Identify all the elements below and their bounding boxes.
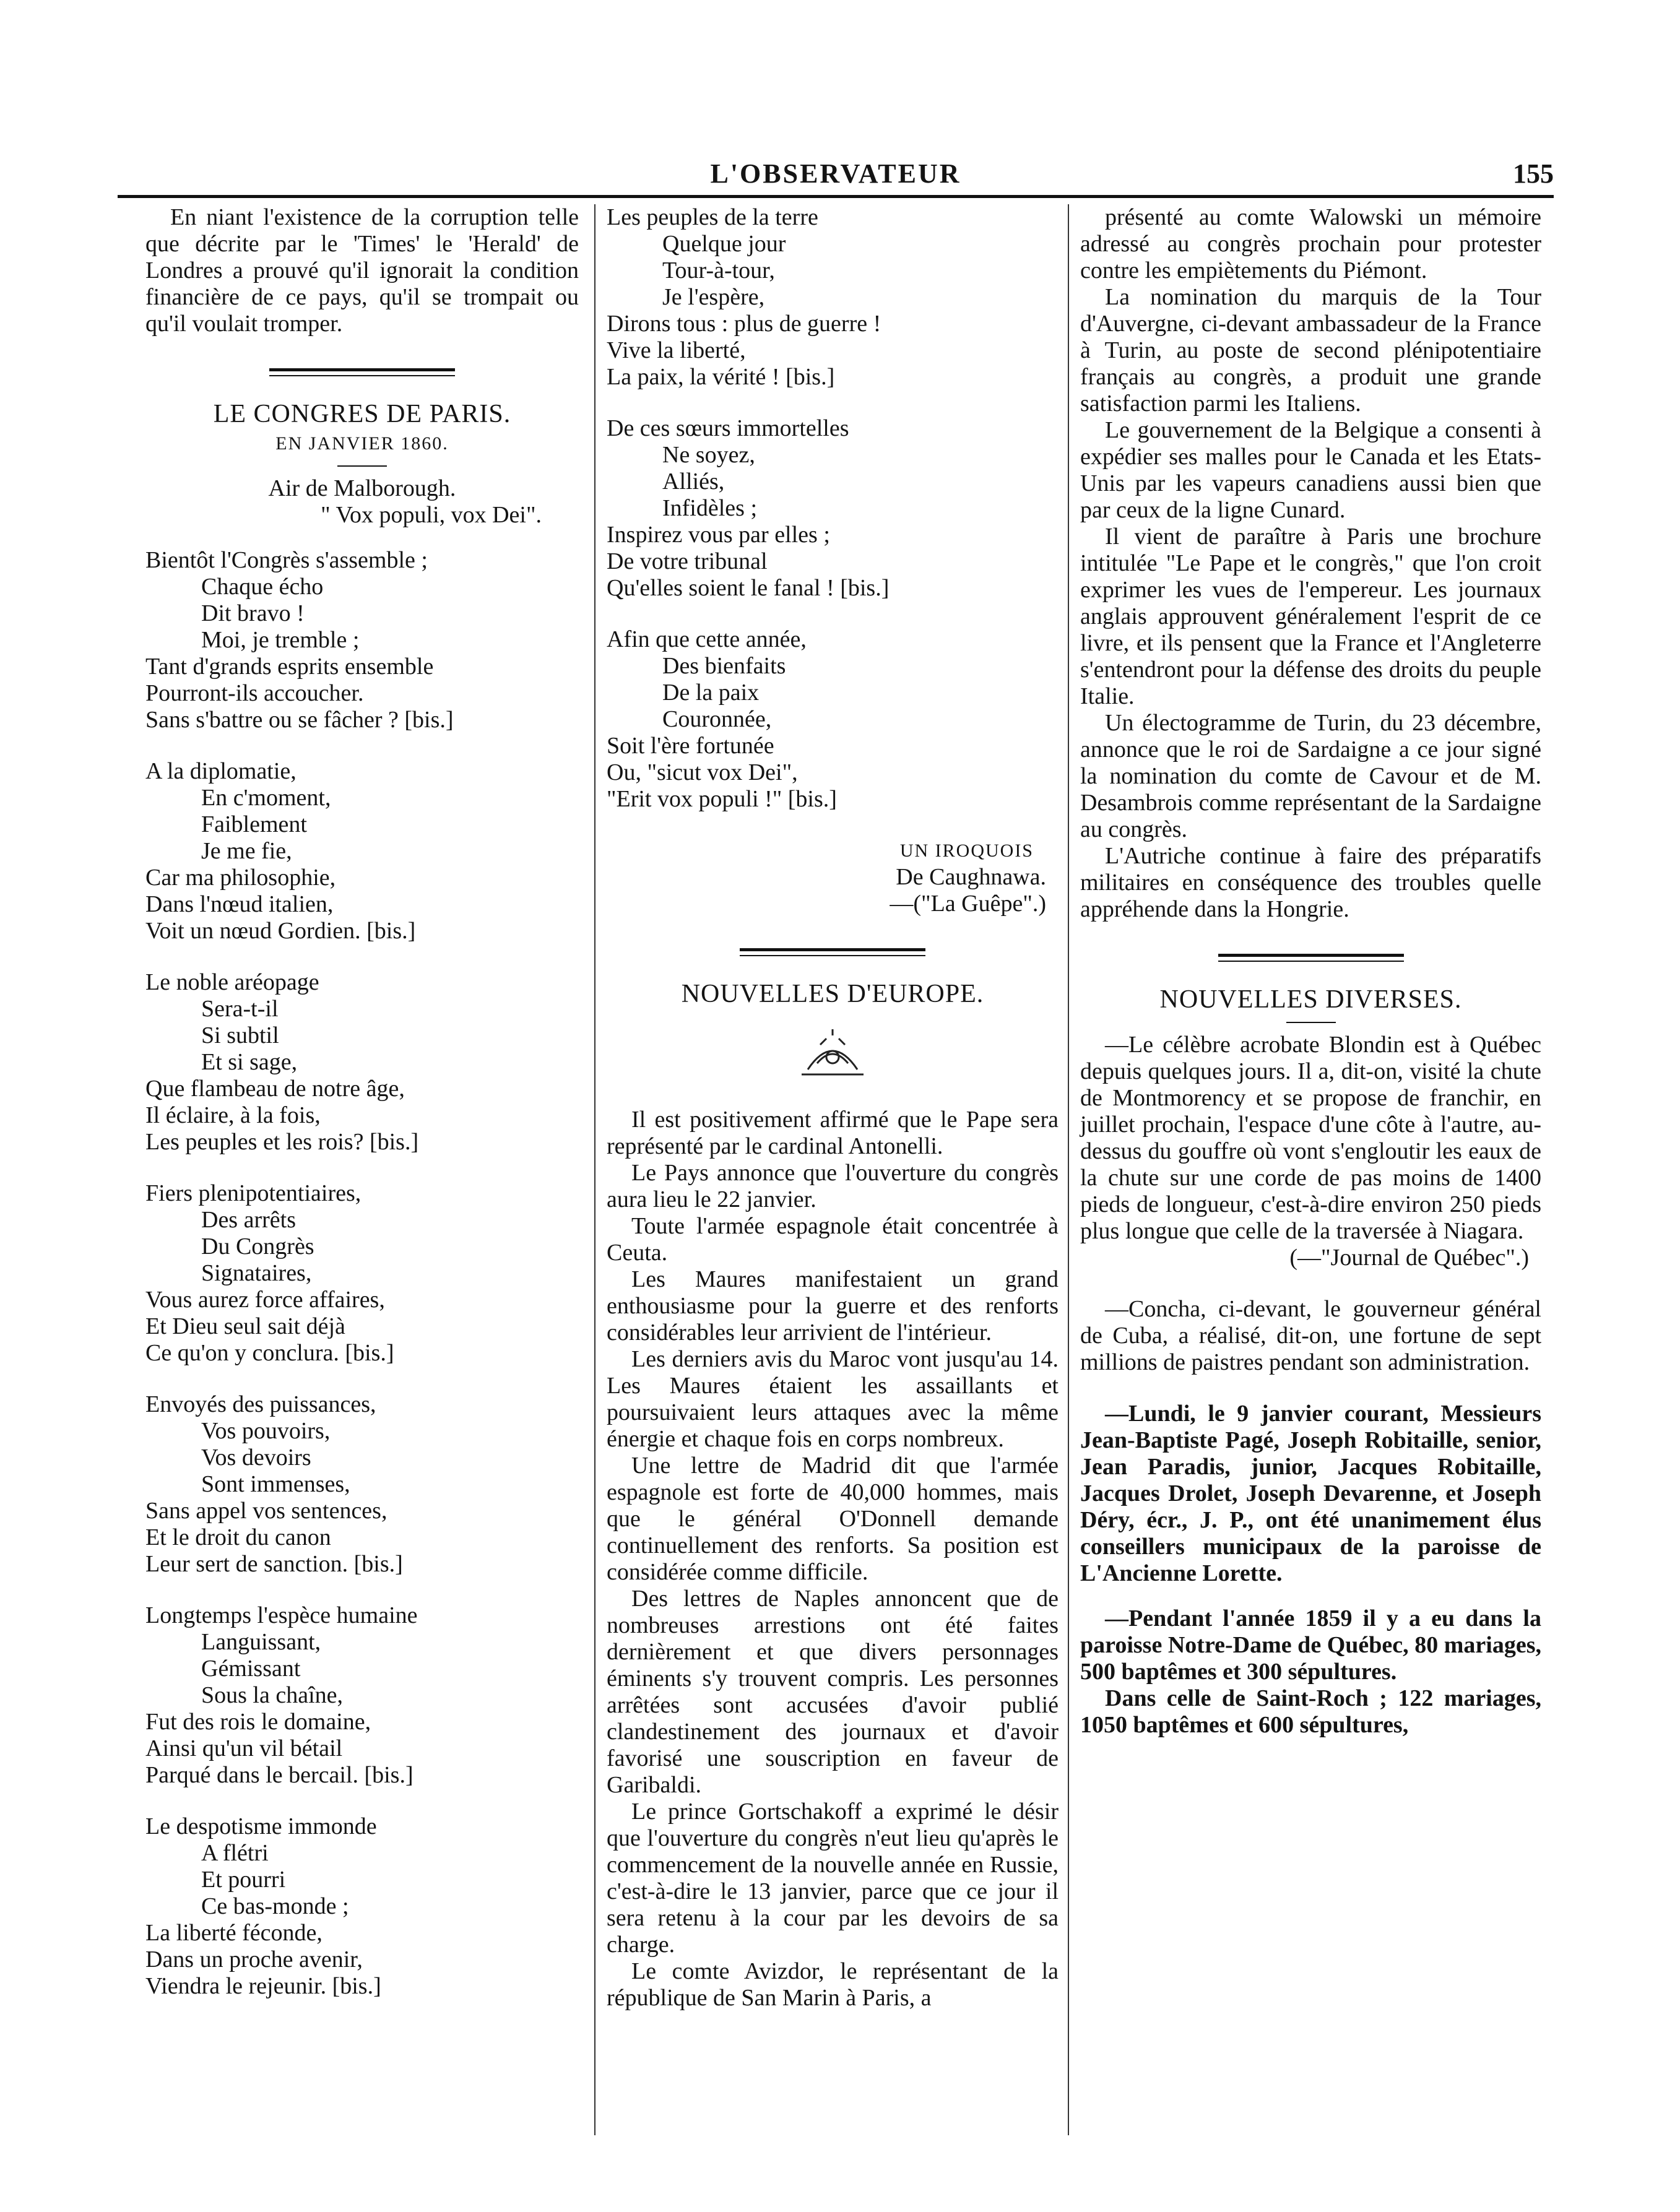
verse-line: Parqué dans le bercail. [bis.] bbox=[145, 1762, 414, 1788]
verse-line: Ne soyez, bbox=[662, 442, 755, 468]
verse-line: Chaque écho bbox=[201, 574, 324, 600]
news-blondin-source: (—"Journal de Québec".) bbox=[1289, 1245, 1529, 1271]
verse-line: Et Dieu seul sait déjà bbox=[145, 1313, 345, 1339]
verse-line: Sous la chaîne, bbox=[201, 1682, 344, 1708]
verse-line: De votre tribunal bbox=[607, 548, 768, 574]
verse-line: Quelque jour bbox=[662, 231, 786, 257]
verse-line: Longtemps l'espèce humaine bbox=[145, 1602, 418, 1628]
verse-line: Inspirez vous par elles ; bbox=[607, 522, 830, 548]
verse-line: Ou, "sicut vox Dei", bbox=[607, 759, 798, 785]
ornamental-rule bbox=[269, 368, 455, 376]
verse-line: Afin que cette année, bbox=[607, 626, 807, 652]
page-number: 155 bbox=[1513, 158, 1554, 189]
short-rule bbox=[337, 465, 387, 467]
verse-line: Fiers plenipotentiaires, bbox=[145, 1180, 362, 1206]
verse-line: "Erit vox populi !" [bis.] bbox=[607, 786, 837, 812]
stanza bbox=[145, 1391, 579, 1578]
news-paragraph: La nomination du marquis de la Tour d'Auvergne, ci-devant ambassadeur de la France à Turin, au poste de second plénipotentiaire français au congrès, a produit une grande satisfaction parmi les Italiens. bbox=[1080, 284, 1541, 417]
news-paragraph: Le Pays annonce que l'ouverture du congrès aura lieu le 22 janvier. bbox=[607, 1160, 1059, 1212]
verse-line: A la diplomatie, bbox=[145, 758, 297, 784]
verse-line: Du Congrès bbox=[201, 1233, 314, 1259]
verse-line: Moi, je tremble ; bbox=[201, 627, 360, 653]
verse-line: Dans l'nœud italien, bbox=[145, 891, 334, 917]
song-title: LE CONGRES DE PARIS. bbox=[213, 400, 511, 428]
verse-line: Ce qu'on y conclura. [bis.] bbox=[145, 1340, 394, 1366]
stanza bbox=[607, 204, 1059, 391]
news-paragraph: Il est positivement affirmé que le Pape sera représenté par le cardinal Antonelli. bbox=[607, 1107, 1059, 1159]
column-2 bbox=[607, 204, 1059, 2011]
news-paragraph: Une lettre de Madrid dit que l'armée espagnole est forte de 40,000 hommes, mais que le général O'Donnell demande continuellement des renforts. Sa position est considérée comme difficile. bbox=[607, 1453, 1059, 1585]
verse-line: Sans appel vos sentences, bbox=[145, 1498, 388, 1524]
verse-line: La liberté féconde, bbox=[145, 1920, 323, 1946]
short-rule bbox=[1286, 1022, 1336, 1023]
news-paragraph: présenté au comte Walowski un mémoire adressé au congrès prochain pour protester contre les empiètements du Piémont. bbox=[1080, 204, 1541, 283]
verse-line: Car ma philosophie, bbox=[145, 865, 336, 891]
stanza bbox=[607, 415, 1059, 602]
section-title-europe: NOUVELLES D'EUROPE. bbox=[681, 980, 984, 1008]
news-paragraph: Le prince Gortschakoff a exprimé le désir que l'ouverture du congrès n'eut lieu qu'après le commencement de la nouvelle année en Russie, c'est-à-dire le 13 janvier, parce que ce jour il sera retenu à la cour par les devoirs de sa charge. bbox=[607, 1799, 1059, 1958]
news-paragraph: Il vient de paraître à Paris une brochure intitulée "Le Pape et le congrès," que l'on croit exprimer les vues de l'empereur. Les journaux anglais approuvent généralement l'esprit de ce livre, et ils pensent que la France et l'Angleterre s'entendront pour la défense des droits du peuple Italie. bbox=[1080, 524, 1541, 709]
verse-line: De ces sœurs immortelles bbox=[607, 415, 849, 441]
verse-line: Ainsi qu'un vil bétail bbox=[145, 1735, 343, 1761]
song-stanzas bbox=[145, 547, 579, 2000]
europe-news-continued bbox=[1080, 204, 1541, 923]
verse-line: Vive la liberté, bbox=[607, 337, 746, 363]
verse-line: Tant d'grands esprits ensemble bbox=[145, 654, 434, 680]
news-concha: —Concha, ci-devant, le gouverneur général de Cuba, a réalisé, dit-on, une fortune de sept millions de paistres pendant son administration. bbox=[1080, 1296, 1541, 1375]
verse-line: Je me fie, bbox=[201, 838, 292, 864]
verse-line: En c'moment, bbox=[201, 785, 331, 811]
ornamental-rule bbox=[740, 948, 925, 956]
song-air: Air de Malborough. bbox=[268, 475, 456, 501]
verse-line: Et si sage, bbox=[201, 1049, 298, 1075]
verse-line: Vous aurez force affaires, bbox=[145, 1287, 385, 1313]
song-date: EN JANVIER 1860. bbox=[275, 433, 449, 454]
news-paragraph: Le gouvernement de la Belgique a consenti à expédier ses malles pour le Canada et les Etats-Unis par les vapeurs canadiens aussi bien que par ceux de la ligne Cunard. bbox=[1080, 417, 1541, 523]
column-divider-2 bbox=[1068, 204, 1069, 2135]
verse-line: Infidèles ; bbox=[662, 495, 758, 521]
verse-line: Les peuples et les rois? [bis.] bbox=[145, 1129, 419, 1155]
decorative-vignette-icon bbox=[795, 1026, 870, 1082]
verse-line: Languissant, bbox=[201, 1629, 321, 1655]
verse-line: Des bienfaits bbox=[662, 653, 786, 679]
verse-line: Des arrêts bbox=[201, 1207, 296, 1233]
verse-line: Envoyés des puissances, bbox=[145, 1391, 376, 1417]
news-paragraph: Des lettres de Naples annoncent que de nombreuses arrestions ont été faites dernièrement et que divers personnages éminents s'y trouvent compris. Les personnes arrêtées sont accusées d'avoir publié clandestinement des journaux et d'avoir favorisé une souscription en faveur de Garibaldi. bbox=[607, 1586, 1059, 1798]
news-paragraph: Les Maures manifestaient un grand enthousiasme pour la guerre et des renforts considérables leur arrivient de l'intérieur. bbox=[607, 1266, 1059, 1346]
verse-line: Dirons tous : plus de guerre ! bbox=[607, 311, 881, 337]
song-epigraph: " Vox populi, vox Dei". bbox=[321, 502, 542, 528]
ornamental-rule bbox=[1218, 954, 1404, 962]
verse-line: Leur sert de sanction. [bis.] bbox=[145, 1551, 403, 1577]
verse-line: Sont immenses, bbox=[201, 1471, 350, 1497]
stanza bbox=[145, 1602, 579, 1789]
verse-line: La paix, la vérité ! [bis.] bbox=[607, 364, 835, 390]
song-source: —("La Guêpe".) bbox=[890, 891, 1046, 917]
news-paragraph: L'Autriche continue à faire des préparatifs militaires en conséquence des troubles quelle appréhende dans la Hongrie. bbox=[1080, 843, 1541, 922]
verse-line: Dans un proche avenir, bbox=[145, 1946, 363, 1972]
verse-line: Je l'espère, bbox=[662, 284, 765, 310]
europe-news bbox=[607, 1107, 1059, 2011]
verse-line: Que flambeau de notre âge, bbox=[145, 1076, 405, 1102]
verse-line: Il éclaire, à la fois, bbox=[145, 1102, 321, 1128]
verse-line: Les peuples de la terre bbox=[607, 204, 818, 230]
news-paragraph: Les derniers avis du Maroc vont jusqu'au 14. Les Maures étaient les assaillants et poursuivaient leurs attaques avec la même énergie et chaque fois en corps nombreux. bbox=[607, 1346, 1059, 1452]
song-signature-place: De Caughnawa. bbox=[896, 864, 1046, 890]
verse-line: Viendra le rejeunir. [bis.] bbox=[145, 1973, 381, 1999]
intro-paragraph: En niant l'existence de la corruption telle que décrite par le 'Times' le 'Herald' de Londres a prouvé qu'il ignorait la condition financière de ce pays, qu'il se trompait ou qu'il voulait tromper. bbox=[145, 204, 579, 337]
verse-line: De la paix bbox=[662, 680, 760, 706]
stanza bbox=[607, 626, 1059, 813]
news-paragraph: Un électogramme de Turin, du 23 décembre, annonce que le roi de Sardaigne a ce jour signé la nomination du comte de Cavour et de M. Desambrois comme représentant de la Sardaigne au congrès. bbox=[1080, 710, 1541, 842]
newspaper-title: L'OBSERVATEUR bbox=[710, 158, 961, 189]
verse-line: Faiblement bbox=[201, 811, 307, 837]
verse-line: Fut des rois le domaine, bbox=[145, 1709, 371, 1735]
verse-line: Alliés, bbox=[662, 469, 725, 495]
stanza bbox=[145, 969, 579, 1156]
song-signature: UN IROQUOIS bbox=[899, 840, 1034, 861]
verse-line: A flétri bbox=[201, 1840, 269, 1866]
verse-line: Sans s'battre ou se fâcher ? [bis.] bbox=[145, 707, 454, 733]
verse-line: Le noble aréopage bbox=[145, 969, 319, 995]
verse-line: Voit un nœud Gordien. [bis.] bbox=[145, 918, 416, 944]
header-rule bbox=[118, 195, 1554, 198]
verse-line: Qu'elles soient le fanal ! [bis.] bbox=[607, 575, 890, 601]
news-saint-roch: Dans celle de Saint-Roch ; 122 mariages, 1050 baptêmes et 600 sépultures, bbox=[1080, 1685, 1541, 1738]
page-header bbox=[118, 158, 1554, 195]
verse-line: Et le droit du canon bbox=[145, 1524, 331, 1550]
news-paragraph: Le comte Avizdor, le représentant de la république de San Marin à Paris, a bbox=[607, 1958, 1059, 2011]
news-blondin: —Le célèbre acrobate Blondin est à Québec depuis quelques jours. Il a, dit-on, visité la chute de Montmorency et se propose de franchir, en juillet prochain, l'espace d'une côte à l'autre, au-dessus du gouffre où vont s'engloutir les eaux de la chute sur une corde de pas moins de 1400 pieds de longueur, c'est-à-dire environ 250 pieds plus longue que celle de la traversée à Niagara. bbox=[1080, 1032, 1541, 1244]
verse-line: Vos devoirs bbox=[201, 1445, 311, 1471]
news-pendant: —Pendant l'année 1859 il y a eu dans la paroisse Notre-Dame de Québec, 80 mariages, 500 baptêmes et 300 sépultures. bbox=[1080, 1605, 1541, 1685]
column-3 bbox=[1080, 204, 1541, 1739]
song-stanzas-continued bbox=[607, 204, 1059, 813]
stanza bbox=[145, 1813, 579, 2000]
verse-line: Et pourri bbox=[201, 1867, 286, 1893]
verse-line: Soit l'ère fortunée bbox=[607, 733, 774, 759]
verse-line: Gémissant bbox=[201, 1656, 301, 1682]
verse-line: Couronnée, bbox=[662, 706, 772, 732]
verse-line: Bientôt l'Congrès s'assemble ; bbox=[145, 547, 428, 573]
verse-line: Signataires, bbox=[201, 1260, 312, 1286]
column-1 bbox=[145, 204, 579, 2024]
verse-line: Le despotisme immonde bbox=[145, 1813, 377, 1839]
verse-line: Pourront-ils accoucher. bbox=[145, 680, 364, 706]
verse-line: Sera-t-il bbox=[201, 996, 279, 1022]
stanza bbox=[145, 547, 579, 733]
verse-line: Ce bas-monde ; bbox=[201, 1893, 349, 1919]
verse-line: Si subtil bbox=[201, 1022, 279, 1048]
section-title-diverses: NOUVELLES DIVERSES. bbox=[1159, 985, 1462, 1014]
news-lundi: —Lundi, le 9 janvier courant, Messieurs Jean-Baptiste Pagé, Joseph Robitaille, senior, Jean Paradis, junior, Jacques Robitaille, Jacques Drolet, Joseph Devarenne, et Joseph Déry, écr., J. P., ont été unanimement élus conseillers municipaux de la paroisse de L'Ancienne Lorette. bbox=[1080, 1401, 1541, 1586]
column-divider-1 bbox=[594, 204, 595, 2135]
verse-line: Vos pouvoirs, bbox=[201, 1418, 331, 1444]
verse-line: Tour-à-tour, bbox=[662, 257, 775, 283]
news-paragraph: Toute l'armée espagnole était concentrée à Ceuta. bbox=[607, 1213, 1059, 1266]
verse-line: Dit bravo ! bbox=[201, 600, 305, 626]
stanza bbox=[145, 758, 579, 944]
stanza bbox=[145, 1180, 579, 1367]
